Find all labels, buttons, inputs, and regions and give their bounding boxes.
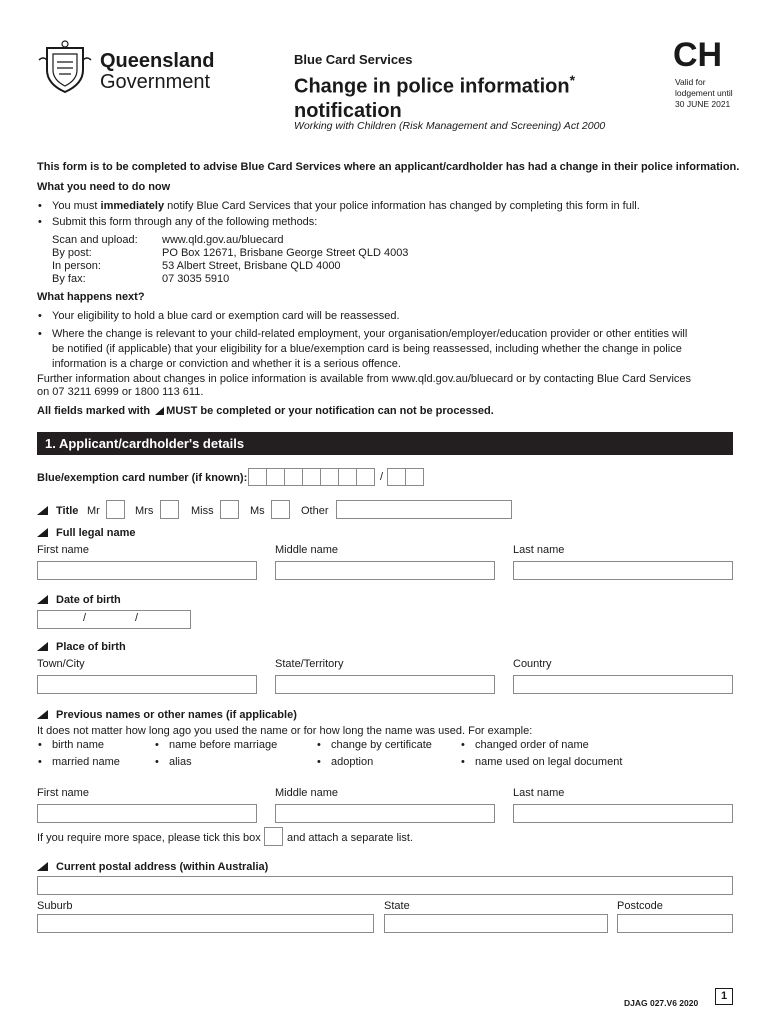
method-value: www.qld.gov.au/bluecard xyxy=(162,234,284,246)
mandatory-marker-icon xyxy=(155,407,164,415)
method-value: 53 Albert Street, Brisbane QLD 4000 xyxy=(162,260,341,272)
further-line-1: Further information about changes in police information is available from www.qld.gov.au/bluecard or by contacting Blue Card Services xyxy=(37,373,692,385)
what-bullet-1 xyxy=(52,200,640,212)
section-1-header: 1. Applicant/cardholder's details xyxy=(37,432,733,455)
title-checkbox-miss[interactable] xyxy=(220,500,239,519)
title-checkbox-mr[interactable] xyxy=(106,500,125,519)
form-code-large: CH xyxy=(673,36,723,74)
middle-name-input[interactable] xyxy=(275,561,495,580)
more-space-text-post: and attach a separate list. xyxy=(287,832,413,844)
example-item: • name used on legal document xyxy=(475,756,622,768)
postal-heading xyxy=(37,861,268,873)
card-digit-box[interactable] xyxy=(338,468,357,486)
postcode-input[interactable] xyxy=(617,914,733,933)
next-bullet-2-line-1: • Where the change is relevant to your child-related employment, your organisation/employer/education provider or other entities will xyxy=(52,328,688,340)
mandatory-pre: All fields marked with xyxy=(37,405,151,417)
card-number-label: Blue/exemption card number (if known): xyxy=(37,472,248,484)
example-item: • alias xyxy=(169,756,192,768)
dob-heading-text: Date of birth xyxy=(56,594,121,606)
title-option-other: Other xyxy=(301,505,329,517)
bullet1-pre: You must xyxy=(52,200,101,212)
valid-line-2: lodgement until xyxy=(675,88,733,98)
mandatory-post: MUST be completed or your notification can not be processed. xyxy=(166,405,494,417)
bullet1-bold: immediately xyxy=(100,200,165,212)
mandatory-note xyxy=(37,405,494,417)
validity-note xyxy=(675,77,733,110)
mandatory-marker-icon xyxy=(37,710,48,719)
title-option-mrs: Mrs xyxy=(135,505,154,517)
title-checkbox-mrs[interactable] xyxy=(160,500,179,519)
town-input[interactable] xyxy=(37,675,257,694)
next-bullet-2 xyxy=(52,327,687,372)
purpose-statement: This form is to be completed to advise Blue Card Services where an applicant/cardholder has had a change in their police information. xyxy=(37,161,740,173)
town-label: Town/City xyxy=(37,658,85,670)
card-digit-box[interactable] xyxy=(356,468,375,486)
prev-middle-name-input[interactable] xyxy=(275,804,495,823)
what-heading: What you need to do now xyxy=(37,181,171,193)
title-label xyxy=(37,505,78,517)
state-territory-input[interactable] xyxy=(275,675,495,694)
next-bullet-2-line-2: be notified (if applicable) that your eligibility for a blue/exemption card is being reassessed, including whether the change in police xyxy=(52,343,682,355)
service-name: Blue Card Services xyxy=(294,52,413,67)
card-slash: / xyxy=(380,471,384,483)
mandatory-marker-icon xyxy=(37,528,48,537)
next-bullet-2-line-3: information is a charge or conviction and whether it is a serious offence. xyxy=(52,358,401,370)
middle-name-label: Middle name xyxy=(275,544,338,556)
card-digit-box[interactable] xyxy=(405,468,424,486)
what-bullet-2: • Submit this form through any of the following methods: xyxy=(52,216,317,228)
first-name-label: First name xyxy=(37,544,89,556)
bullet1-post: notify Blue Card Services that your police information has changed by completing this form in full. xyxy=(164,200,640,212)
last-name-input[interactable] xyxy=(513,561,733,580)
method-value: PO Box 12671, Brisbane George Street QLD 4003 xyxy=(162,247,409,259)
prev-first-name-label: First name xyxy=(37,787,89,799)
example-item: • name before marriage xyxy=(169,739,277,751)
method-label: In person: xyxy=(52,260,101,272)
card-digit-box[interactable] xyxy=(320,468,339,486)
further-info xyxy=(37,373,691,399)
state-input[interactable] xyxy=(384,914,608,933)
example-item: • birth name xyxy=(52,739,104,751)
act-name: Working with Children (Risk Management and Screening) Act 2000 xyxy=(294,120,606,132)
postal-address-input[interactable] xyxy=(37,876,733,895)
example-item: • change by certificate xyxy=(331,739,432,751)
method-value: 07 3035 5910 xyxy=(162,273,230,285)
prev-middle-name-label: Middle name xyxy=(275,787,338,799)
brand-line-1: Queensland xyxy=(100,50,215,72)
page-number: 1 xyxy=(715,988,733,1005)
mandatory-marker-icon xyxy=(37,506,48,515)
method-label: Scan and upload: xyxy=(52,234,138,246)
valid-line-1: Valid for xyxy=(675,77,706,87)
more-space-text-pre: If you require more space, please tick this box xyxy=(37,832,261,844)
full-name-heading-text: Full legal name xyxy=(56,527,136,539)
example-item: • married name xyxy=(52,756,120,768)
next-heading: What happens next? xyxy=(37,291,145,303)
suburb-label: Suburb xyxy=(37,900,73,912)
dob-heading xyxy=(37,594,121,606)
title-option-miss: Miss xyxy=(191,505,214,517)
pob-heading xyxy=(37,641,126,653)
prev-names-intro: It does not matter how long ago you used the name or for how long the name was used. For example: xyxy=(37,725,533,737)
first-name-input[interactable] xyxy=(37,561,257,580)
title-line-1: Change in police information xyxy=(294,75,570,98)
mandatory-marker-icon xyxy=(37,595,48,604)
prev-first-name-input[interactable] xyxy=(37,804,257,823)
title-other-input[interactable] xyxy=(336,500,512,519)
prev-last-name-label: Last name xyxy=(513,787,565,799)
pob-heading-text: Place of birth xyxy=(56,641,126,653)
prev-last-name-input[interactable] xyxy=(513,804,733,823)
form-code-footer: DJAG 027.V6 2020 xyxy=(624,998,699,1008)
qld-government-crest xyxy=(37,40,93,96)
page-title xyxy=(294,68,575,123)
title-option-ms: Ms xyxy=(250,505,265,517)
dob-slash-2: / xyxy=(135,612,139,624)
next-bullet-1: • Your eligibility to hold a blue card or exemption card will be reassessed. xyxy=(52,310,400,322)
postal-heading-text: Current postal address (within Australia) xyxy=(56,861,269,873)
last-name-label: Last name xyxy=(513,544,565,556)
mandatory-marker-icon xyxy=(37,642,48,651)
prev-names-heading-text: Previous names or other names (if applicable) xyxy=(56,709,297,721)
more-space-checkbox[interactable] xyxy=(264,827,283,846)
dob-slash-1: / xyxy=(83,612,87,624)
card-digit-box[interactable] xyxy=(302,468,321,486)
example-item: • adoption xyxy=(331,756,373,768)
methods-list xyxy=(52,234,408,286)
method-label: By fax: xyxy=(52,273,86,285)
state-label: State xyxy=(384,900,410,912)
method-label: By post: xyxy=(52,247,92,259)
title-option-mr: Mr xyxy=(87,505,100,517)
title-line-2: notification xyxy=(294,99,402,122)
state-territory-label: State/Territory xyxy=(275,658,344,670)
country-input[interactable] xyxy=(513,675,733,694)
full-name-heading xyxy=(37,527,135,539)
title-asterisk: * xyxy=(569,72,576,88)
dob-input[interactable] xyxy=(37,610,191,629)
prev-names-heading xyxy=(37,709,297,721)
card-digit-box[interactable] xyxy=(248,468,267,486)
further-line-2: on 07 3211 6999 or 1800 113 611. xyxy=(37,386,204,398)
postcode-label: Postcode xyxy=(617,900,663,912)
title-label-text: Title xyxy=(56,505,79,517)
brand-line-2: Government xyxy=(100,71,211,93)
card-digit-box[interactable] xyxy=(387,468,406,486)
title-checkbox-ms[interactable] xyxy=(271,500,290,519)
example-item: • changed order of name xyxy=(475,739,589,751)
card-digit-box[interactable] xyxy=(266,468,285,486)
mandatory-marker-icon xyxy=(37,862,48,871)
country-label: Country xyxy=(513,658,552,670)
card-digit-box[interactable] xyxy=(284,468,303,486)
valid-line-3: 30 JUNE 2021 xyxy=(675,99,731,109)
suburb-input[interactable] xyxy=(37,914,374,933)
